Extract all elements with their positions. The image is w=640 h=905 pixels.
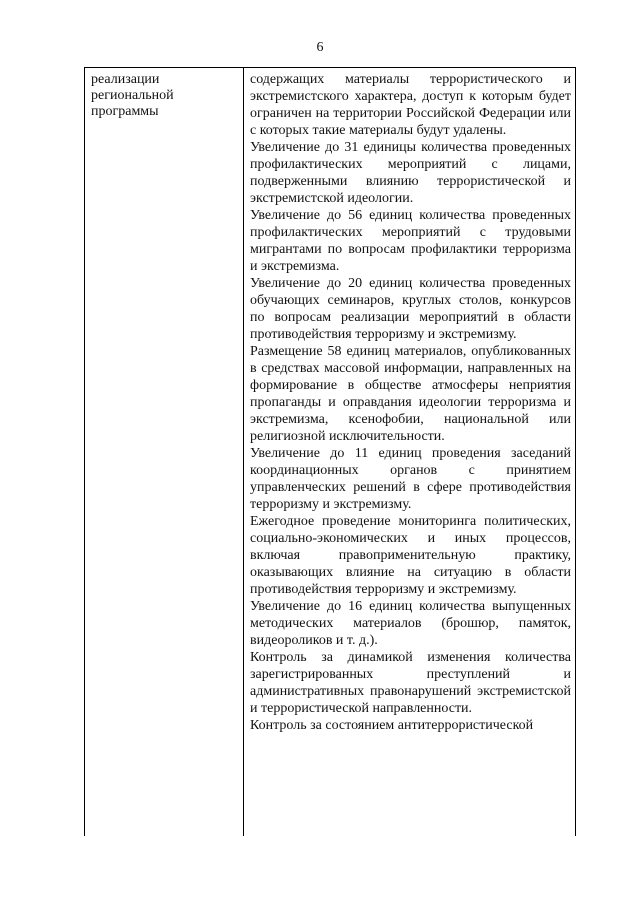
paragraph-media-materials: Размещение 58 единиц материалов, опубликованных в средствах массовой информации, направленных на формирование в обществе атмосферы неприятия пропаганды и оправдания идеологии терроризма и экстремизма, ксенофобии, национальной или религиозной исключительности. [250,344,571,444]
paragraph-migrant-measures: Увеличение до 56 единиц количества проведенных профилактических мероприятий с трудовыми мигрантами по вопросам профилактики терроризма и экстремизма. [250,208,571,274]
paragraph-monitoring: Ежегодное проведение мониторинга политических, социально-экономических и иных процессов, включая правоприменительную практику, оказывающих влияние на ситуацию в области противодействия терроризму и экстремизму. [250,514,571,597]
paragraph-crime-dynamics: Контроль за динамикой изменения количества зарегистрированных преступлений и административных правонарушений экстремистской и террористической направленности. [250,650,571,716]
paragraph-preventive-measures: Увеличение до 31 единицы количества проведенных профилактических мероприятий с лицами, подверженными влиянию террористической и экстремистской идеологии. [250,140,571,206]
left-cell-line: реализации [91,72,160,87]
left-cell-line: программы [91,104,159,119]
paragraph-blocked-materials: содержащих материалы террористического и экстремистского характера, доступ к которым будет ограничен на территории Российской Федерации или с которых такие материалы будут удалены. [250,72,571,138]
paragraph-seminars: Увеличение до 20 единиц количества проведенных обучающих семинаров, круглых столов, конкурсов по вопросам реализации мероприятий в области противодействия терроризму и экстремизму. [250,276,571,342]
paragraph-coordination-meetings: Увеличение до 11 единиц проведения заседаний координационных органов с принятием управленческих решений в сфере противодействия терроризму и экстремизму. [250,446,571,512]
left-cell-line: региональной [91,88,174,103]
document-table [84,67,576,836]
paragraph-antiterror-state: Контроль за состоянием антитеррористической [250,718,534,733]
table-cell-left [85,68,244,836]
paragraph-methodical-materials: Увеличение до 16 единиц количества выпущенных методических материалов (брошюр, памяток, видеороликов и т. д.). [250,599,571,648]
table-cell-right [244,68,575,836]
page-number: 6 [316,40,324,55]
